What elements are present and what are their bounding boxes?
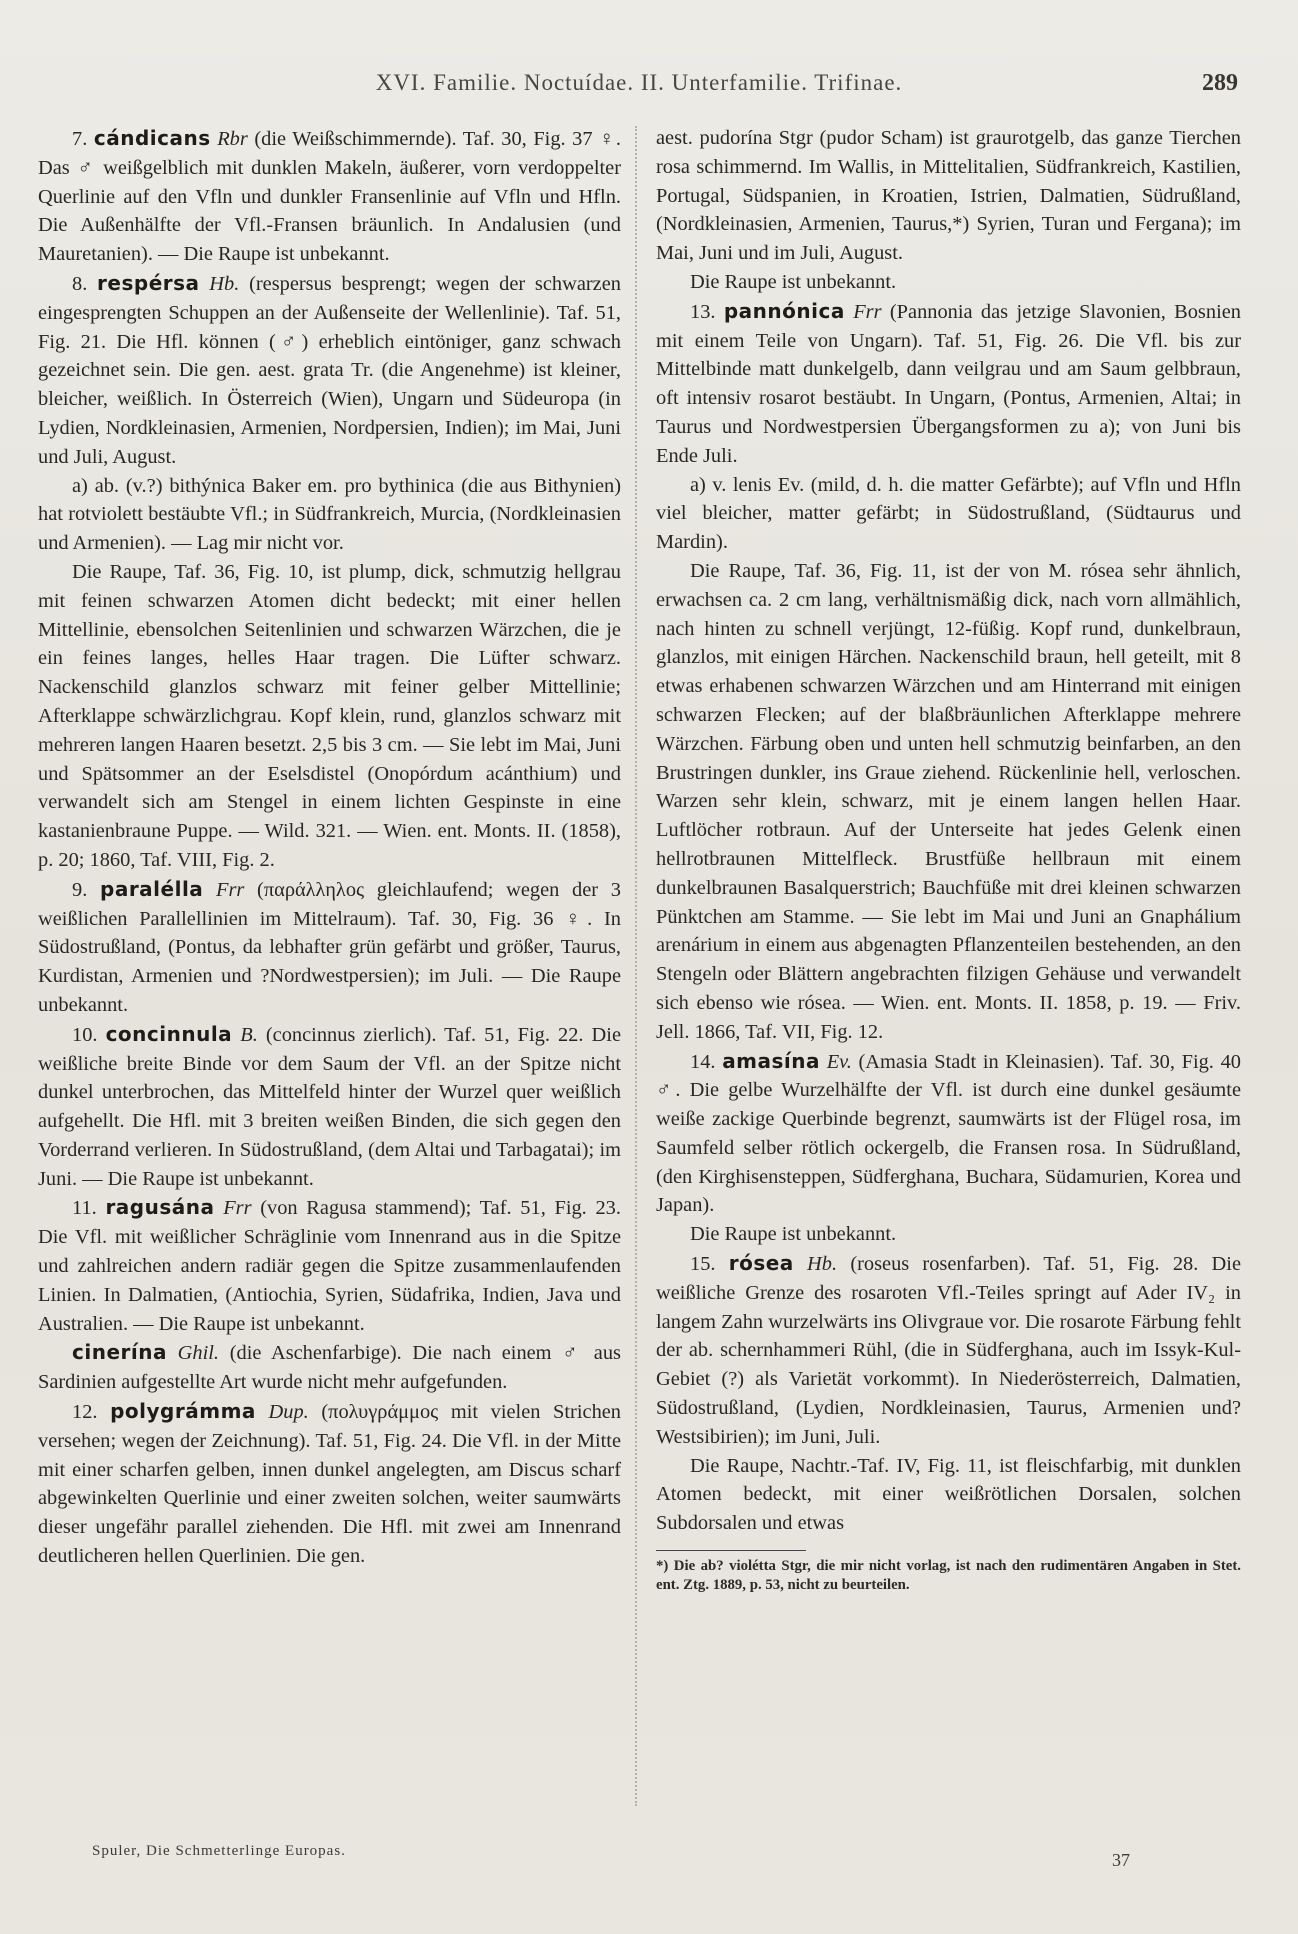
entry-ragusana: 11. ragusána Frr (von Ragusa stammend); Taf. 51, Fig. 23. Die Vfl. mit weißlicher Schräglinie vom Innenrand aus in die Spitze und zahlreichen andern radiär gegen die Spitze zusammenlaufenden Linien. In Dalmatien, (Antiochia, Syrien, Südafrika, Indien, Java und Australien. — Die Raupe ist unbekannt. (38, 1195, 621, 1335)
footnote: *) Die ab? violétta Stgr, die mir nicht vorlag, ist nach den rudimentären Angaben in Stet. ent. Ztg. 1889, p. 53, nicht zu beurteilen. (656, 1558, 1241, 1594)
pudorina-text: aest. pudorína Stgr (pudor Scham) ist graurotgelb, das ganze Tierchen rosa schimmernd. Im Wallis, in Mittelitalien, Südfrankreich, Kastilien, Portugal, Südspanien, in Kroatien, Istrien, Dalmatien, Südrußland, (Nordkleinasien, Armenien, Taurus,*) Syrien, Turan und Fergana); im Mai, Juni und im Juli, August. (656, 127, 1241, 265)
species-name: pannónica (723, 298, 845, 323)
entry-rosea: 15. rósea Hb. (roseus rosenfarben). Taf. 51, Fig. 28. Die weißliche Grenze des rosaroten Vfl.-Teiles springt auf Ader IV₂ in langem Zahn wurzelwärts ins Olivgraue vor. Die rosarote Färbung fehlt der ab. schernhammeri Rühl, (die in Südferghana, auch im Issyk-Kul-Gebiet (?) als Varietät vorkommt). In Niederösterreich, Dalmatien, Südostrußland, (Lydien, Nordkleinasien, Taurus, Armenien und? Westsibirien); im Juni, Juli. (656, 1251, 1241, 1448)
left-column (38, 124, 621, 1571)
running-title: XVI. Familie. Noctuídae. II. Unterfamilie. Trifinae. (375, 70, 903, 95)
entry-paralella: 9. paralélla Frr (παράλληλος gleichlaufend; wegen der 3 weißlichen Parallellinien im Mittelraum). Taf. 30, Fig. 36 ♀. In Südostrußland, (Pontus, da lebhafter grün gefärbt und größer, Taurus, Kurdistan, Armenien und ?Nordwestpersien); im Juli. — Die Raupe unbekannt. (38, 876, 621, 1016)
entry-amasina: 14. amasína Ev. (Amasia Stadt in Kleinasien). Taf. 30, Fig. 40 ♂. Die gelbe Wurzelhälfte der Vfl. ist durch eine dunkel gesäumte weiße zackige Querbinde begrenzt, saumwärts ist der Flügel rosa, im Saumfeld selber rötlich ockergelb, die Fransen rosa. In Südrußland, (den Kirghisensteppen, Südferghana, Buchara, Südamurien, Korea und Japan). (656, 1048, 1241, 1217)
raupe-rosea: Die Raupe, Nachtr.-Taf. IV, Fig. 11, ist fleischfarbig, mit dunklen Atomen bedeckt, mit einer weißrötlichen Dorsalen, solchen Subdorsalen und etwas (656, 1454, 1241, 1535)
raupe-amasina: Die Raupe ist unbekannt. (690, 1223, 897, 1246)
entry-respersa: 8. respérsa Hb. (respersus besprengt; wegen der schwarzen eingesprengten Schuppen an der Außenseite der Wellenlinie). Taf. 51, Fig. 21. Die Hfl. können (♂) erheblich eintöniger, ganz schwach gezeichnet sein. Die gen. aest. grata Tr. (die Angenehme) ist kleiner, bleicher, weißlich. In Österreich (Wien), Ungarn und Südeuropa (in Lydien, Nordkleinasien, Armenien, Nordpersien, Indien); im Mai, Juni und Juli, August. (38, 270, 621, 468)
species-name: rósea (728, 1251, 794, 1276)
entry-candicans: 7. cándicans Rbr (die Weißschimmernde). Taf. 30, Fig. 37 ♀. Das ♂ weißgelblich mit dunklen Makeln, äußerer, vorn verdoppelter Querlinie auf den Vfln und dunkler Fransenlinie auf Vfln und Hfln. Die Außenhälfte der Vfl.-Fransen bräunlich. In Andalusien (und Mauretanien). — Die Raupe ist unbekannt. (38, 126, 621, 266)
entry-concinnula: 10. concinnula B. (concinnus zierlich). Taf. 51, Fig. 22. Die weißliche breite Binde vor dem Saum der Vfl. an der Spitze nicht dunkel unterbrochen, das Mittelfeld hinter der Wurzel quer weißlich aufgehellt. Die Hfl. mit 3 breiten weißen Binden, die sich gegen den Vorderrand verlieren. In Südostrußland, (dem Altai und Tarbagatai); im Juni. — Die Raupe ist unbekannt. (38, 1021, 621, 1190)
species-name: ragusána (105, 1195, 215, 1220)
column-divider (635, 126, 638, 1806)
entry-pannonica: 13. pannónica Frr (Pannonia das jetzige Slavonien, Bosnien mit einem Teile von Ungarn). Taf. 51, Fig. 26. Die Vfl. bis zur Mittelbinde matt dunkelgelb, dann veilgrau und am Saum gelbbraun, oft intensiv rosarot bestäubt. In Ungarn, (Pontus, Armenien, Altai; in Taurus und Nordwestpersien Übergangsformen zu a); von Juni bis Ende Juli. (656, 298, 1241, 467)
variety-bithynica: a) ab. (v.?) bithýnica Baker em. pro bythinica (die aus Bithynien) hat rotviolett bestäubte Vfl.; in Südfrankreich, Murcia, (Nordkleinasien und Armenien). — Lag mir nicht vor. (38, 474, 621, 555)
pudorina-raupe: Die Raupe ist unbekannt. (690, 270, 897, 293)
species-name: paralélla (100, 876, 204, 901)
species-name: cinerína (72, 1340, 167, 1365)
page-number: 289 (1202, 70, 1238, 96)
raupe-pannonica: Die Raupe, Taf. 36, Fig. 11, ist der von M. rósea sehr ähnlich, erwachsen ca. 2 cm lang, verhältnismäßig dick, nach vorn allmählich, nach hinten zu schnell verjüngt, 12-füßig. Kopf rund, dunkelbraun, glanzlos, mit einigen Härchen. Nackenschild braun, hell geteilt, mit 8 etwas erhabenen schwarzen Wärzchen und am Hinterrand mit einigen schwarzen Flecken; auf der blaßbräunlichen Afterklappe mehrere Wärzchen. Färbung oben und unten hell schmutzig beinfarben, an den Brustringen dunkler, ins Graue ziehend. Rückenlinie hell, verloschen. Warzen sehr klein, schwarz, mit je einem langen hellen Haar. Luftlöcher rotbraun. Auf der Unterseite hat jedes Gelenk einen hellrotbraunen Mittelfleck. Brustfüße hellbraun mit einem dunkelbraunen Basalquerstrich; Bauchfüße mit drei kleinen schwarzen Pünktchen am Stamme. — Sie lebt im Mai und Juni an Gnaphálium arenárium in einem aus abgenagten Pflanzenteilen bestehenden, an den Stengeln oder Blättern angebrachten filzigen Gehäuse und verwandelt sich ebenso wie rósea. — Wien. ent. Monts. II. 1858, p. 19. — Friv. Jell. 1866, Taf. VII, Fig. 12. (656, 559, 1241, 1043)
species-name: concinnula (105, 1021, 233, 1046)
species-name: cándicans (93, 126, 211, 150)
right-column (656, 124, 1241, 1595)
footer-source: Spuler, Die Schmetterlinge Europas. (92, 1843, 346, 1859)
species-name: amasína (722, 1048, 821, 1073)
variety-lenis: a) v. lenis Ev. (mild, d. h. die matter Gefärbte); auf Vfln und Hfln viel bleicher, matter gefärbt; in Südostrußland, (Südtaurus und Mardin). (656, 473, 1241, 554)
page-header (40, 70, 1238, 104)
raupe-respersa: Die Raupe, Taf. 36, Fig. 10, ist plump, dick, schmutzig hellgrau mit feinen schwarzen Atomen dicht bedeckt; mit einer hellen Mittellinie, ebensolchen Seitenlinien und schwarzen Wärzchen, die je ein feines langes, helles Haar tragen. Die Lüfter schwarz. Nackenschild glanzlos schwarz mit feiner gelber Mittellinie; Afterklappe schwärzlichgrau. Kopf klein, rund, glanzlos schwarz mit mehreren langen Haaren besetzt. 2,5 bis 3 cm. — Sie lebt im Mai, Juni und Spätsommer an der Eselsdistel (Onopórdum acánthium) und verwandelt sich am Stengel in einem lichten Gespinste in eine kastanienbraune Puppe. — Wild. 321. — Wien. ent. Monts. II. (1858), p. 20; 1860, Taf. VIII, Fig. 2. (38, 560, 621, 871)
species-name: polygrámma (110, 1399, 256, 1424)
footer-signature: 37 (1112, 1850, 1130, 1870)
entry-polygramma: 12. polygrámma Dup. (πολυγράμμος mit vielen Strichen versehen; wegen der Zeichnung). Taf. 51, Fig. 24. Die Vfl. in der Mitte mit einer scharfen gelben, innen dunkel angelegten, am Discus scharf abgewinkelten Querlinie und einer zweiten solchen, weiter saumwärts dieser ungefähr parallel ziehenden. Die Hfl. mit zwei am Innenrand deutlicheren hellen Querlinien. Die gen. (38, 1399, 622, 1568)
entry-cinerina: cinerína Ghil. (die Aschenfarbige). Die nach einem ♂ aus Sardinien aufgestellte Art wurde nicht mehr aufgefunden. (38, 1340, 621, 1394)
species-name: respérsa (97, 270, 200, 295)
footnote-divider (656, 1550, 806, 1551)
